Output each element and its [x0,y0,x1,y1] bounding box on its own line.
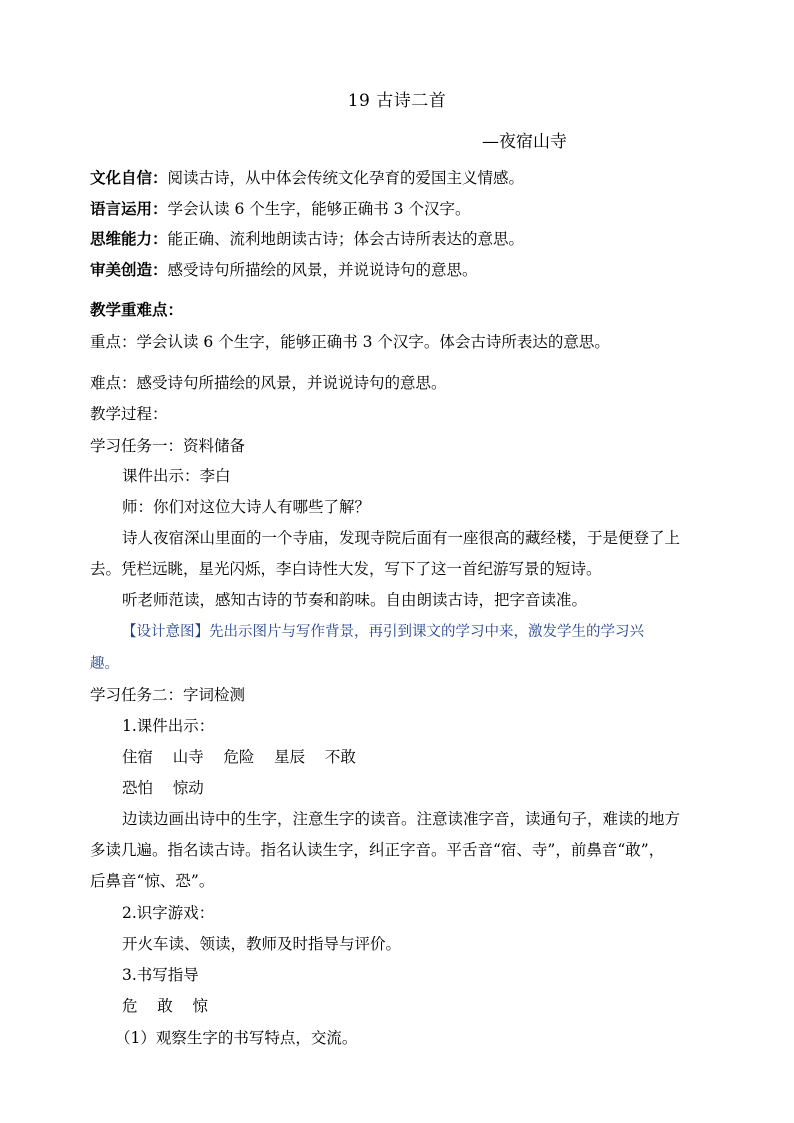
objective-language [90,199,470,219]
process-heading: 教学过程： [90,405,168,423]
task2-words-row1: 住宿 山寺 危险 星辰 不敢 [122,748,356,766]
objective-text: 阅读古诗，从中体会传统文化孕育的爱国主义情感。 [167,169,525,187]
task2-para-line1: 边读边画出诗中的生字，注意生字的读音。注意读准字音，读通句子，难读的地方 [122,810,681,828]
objective-label: 思维能力： [90,229,168,248]
task2-heading: 学习任务二：字词检测 [90,686,246,704]
design-intent-line2: 趣。 [90,656,119,672]
objective-aesthetic [90,260,478,280]
focus-heading: 教学重难点： [90,300,184,319]
objective-culture [90,168,524,188]
task2-para-line2: 多读几遍。指名读古诗。指名认读生字，纠正字音。平舌音“宿、寺”，前鼻音“敢”， [90,841,665,859]
task1-heading: 学习任务一：资料储备 [90,437,246,455]
objective-text: 能正确、流利地朗读古诗；体会古诗所表达的意思。 [167,230,525,248]
objective-label: 文化自信： [90,168,168,187]
lesson-subtitle: —夜宿山寺 [482,132,567,152]
key-point: 重点：学会认读 6 个生字，能够正确书 3 个汉字。体会古诗所表达的意思。 [90,333,610,351]
objective-text: 学会认读 6 个生字，能够正确书 3 个汉字。 [167,200,471,218]
task2-words-row2: 恐怕 惊动 [122,779,204,797]
task2-item2: 2.识字游戏： [122,904,215,922]
task1-para2: 听老师范读，感知古诗的节奏和韵味。自由朗读古诗，把字音读准。 [122,591,588,609]
task2-step1: （1）观察生字的书写特点，交流。 [115,1029,358,1047]
task2-item1: 1.课件出示： [122,717,215,735]
task1-para1-line1: 诗人夜宿深山里面的一个寺庙，发现寺院后面有一座很高的藏经楼，于是便登了上 [122,529,681,547]
task1-slide: 课件出示：李白 [122,467,231,485]
objective-label: 审美创造： [90,260,168,279]
objective-thinking [90,229,524,249]
task1-teacher-question: 师：你们对这位大诗人有哪些了解？ [122,498,371,516]
task1-para1-line2: 去。凭栏远眺，星光闪烁，李白诗性大发，写下了这一首纪游写景的短诗。 [90,560,602,578]
objective-label: 语言运用： [90,199,168,218]
task2-chars: 危 敢 惊 [122,997,208,1015]
task2-game: 开火车读、领读，教师及时指导与评价。 [122,935,402,953]
task2-para-line3: 后鼻音“惊、恐”。 [90,872,215,890]
objective-text: 感受诗句所描绘的风景，并说说诗句的意思。 [167,261,478,279]
task2-item3: 3.书写指导 [122,966,199,984]
lesson-title: 19 古诗二首 [347,91,447,111]
difficult-point: 难点：感受诗句所描绘的风景，并说说诗句的意思。 [90,374,447,392]
design-intent-line1: 【设计意图】先出示图片与写作背景，再引到课文的学习中来，激发学生的学习兴 [122,624,644,640]
